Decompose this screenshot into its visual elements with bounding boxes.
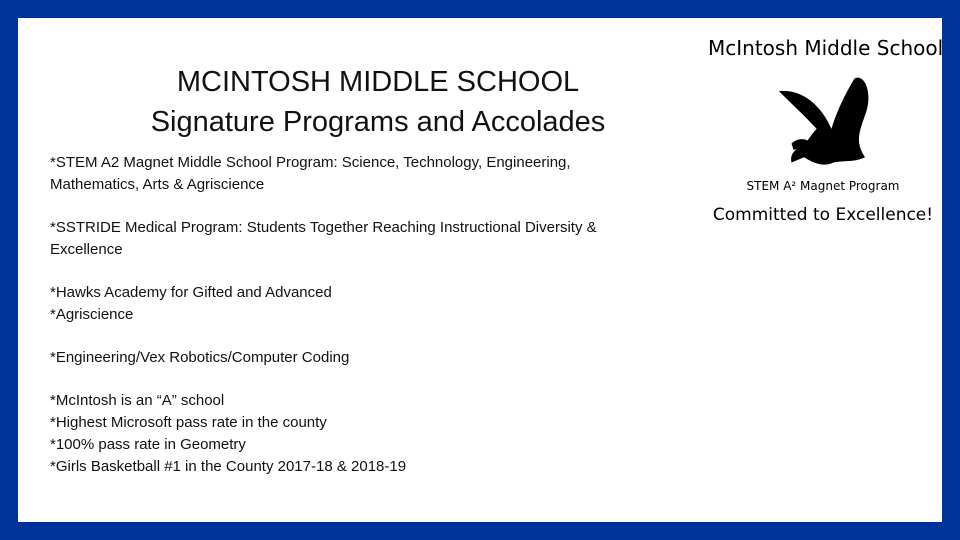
slide-title — [78, 62, 678, 142]
list-item — [50, 282, 690, 326]
list-text: *Agriscience — [50, 306, 134, 323]
logo-top-text: McIntosh Middle School — [708, 36, 944, 60]
list-text: *SSTRIDE Medical Program: Students Together Reaching Instructional Diversity & — [50, 219, 597, 236]
title-line-1: MCINTOSH MIDDLE SCHOOL — [176, 66, 580, 98]
list-text: *Girls Basketball #1 in the County 2017-18 & 2018-19 — [50, 458, 407, 475]
title-line-2: Signature Programs and Accolades — [150, 106, 606, 138]
list-item — [50, 217, 690, 261]
program-list — [50, 152, 690, 499]
list-text: Excellence — [50, 241, 123, 258]
eagle-icon — [763, 68, 883, 173]
logo-bottom-text: Committed to Excellence! — [712, 205, 934, 225]
list-text: *100% pass rate in Geometry — [50, 436, 246, 453]
list-item — [50, 390, 690, 478]
list-text: *STEM A2 Magnet Middle School Program: Science, Technology, Engineering, — [50, 154, 571, 171]
list-item — [50, 347, 690, 369]
list-text: *Engineering/Vex Robotics/Computer Coding — [50, 349, 350, 366]
logo-inner-text: STEM A² Magnet Program — [746, 179, 900, 193]
list-text: *Highest Microsoft pass rate in the county — [50, 414, 327, 431]
school-logo — [708, 28, 944, 248]
list-item — [50, 152, 690, 196]
list-text: Mathematics, Arts & Agriscience — [50, 176, 265, 193]
list-text: *McIntosh is an “A” school — [50, 392, 225, 409]
list-text: *Hawks Academy for Gifted and Advanced — [50, 284, 332, 301]
slide — [18, 18, 942, 522]
